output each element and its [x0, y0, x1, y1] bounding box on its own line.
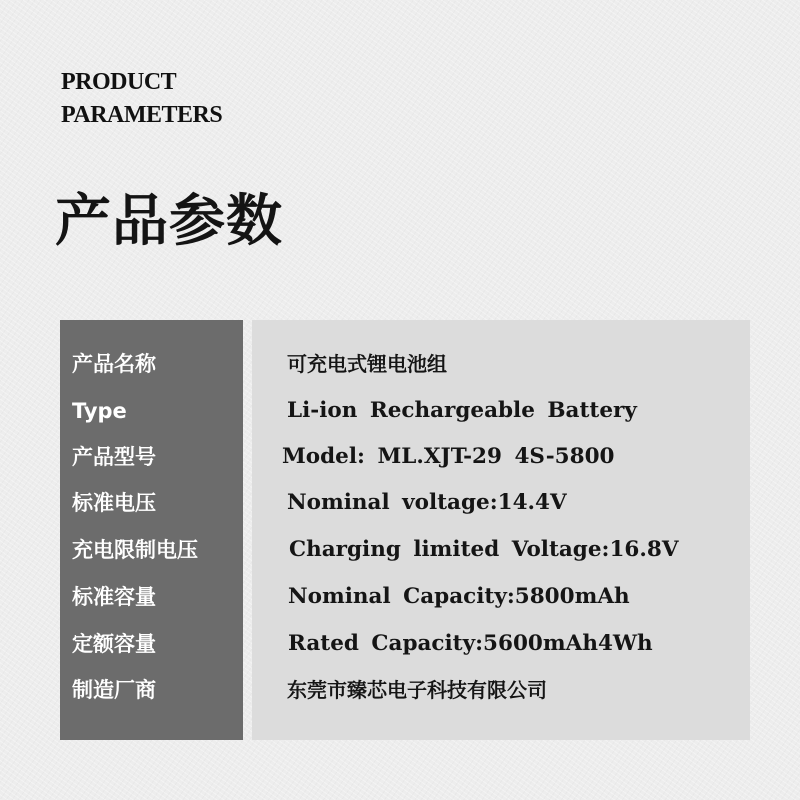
english-heading	[61, 66, 222, 132]
value-product-name: 可充电式锂电池组	[287, 352, 447, 376]
value-manufacturer: 东莞市臻芯电子科技有限公司	[287, 678, 547, 702]
label-manufacturer: 制造厂商	[72, 678, 156, 702]
value-model: Model: ML.XJT-29 4S-5800	[282, 444, 615, 469]
value-nominal-capacity: Nominal Capacity:5800mAh	[288, 584, 630, 609]
english-heading-line-2: PARAMETERS	[61, 102, 223, 128]
label-model: 产品型号	[72, 445, 156, 469]
parameters-table	[60, 320, 750, 740]
value-charging-limited-voltage: Charging limited Voltage:16.8V	[289, 537, 679, 562]
label-type: Type	[72, 399, 127, 423]
value-type: Li-ion Rechargeable Battery	[287, 398, 637, 423]
value-rated-capacity: Rated Capacity:5600mAh4Wh	[288, 631, 653, 656]
english-heading-line-1: PRODUCT	[61, 69, 177, 95]
label-rated-capacity: 定额容量	[72, 632, 156, 656]
label-product-name: 产品名称	[72, 352, 156, 376]
label-charging-limited-voltage: 充电限制电压	[72, 538, 198, 562]
chinese-page-title: 产品参数	[55, 189, 283, 254]
value-nominal-voltage: Nominal voltage:14.4V	[287, 490, 567, 515]
label-nominal-capacity: 标准容量	[72, 585, 156, 609]
label-nominal-voltage: 标准电压	[72, 491, 156, 515]
